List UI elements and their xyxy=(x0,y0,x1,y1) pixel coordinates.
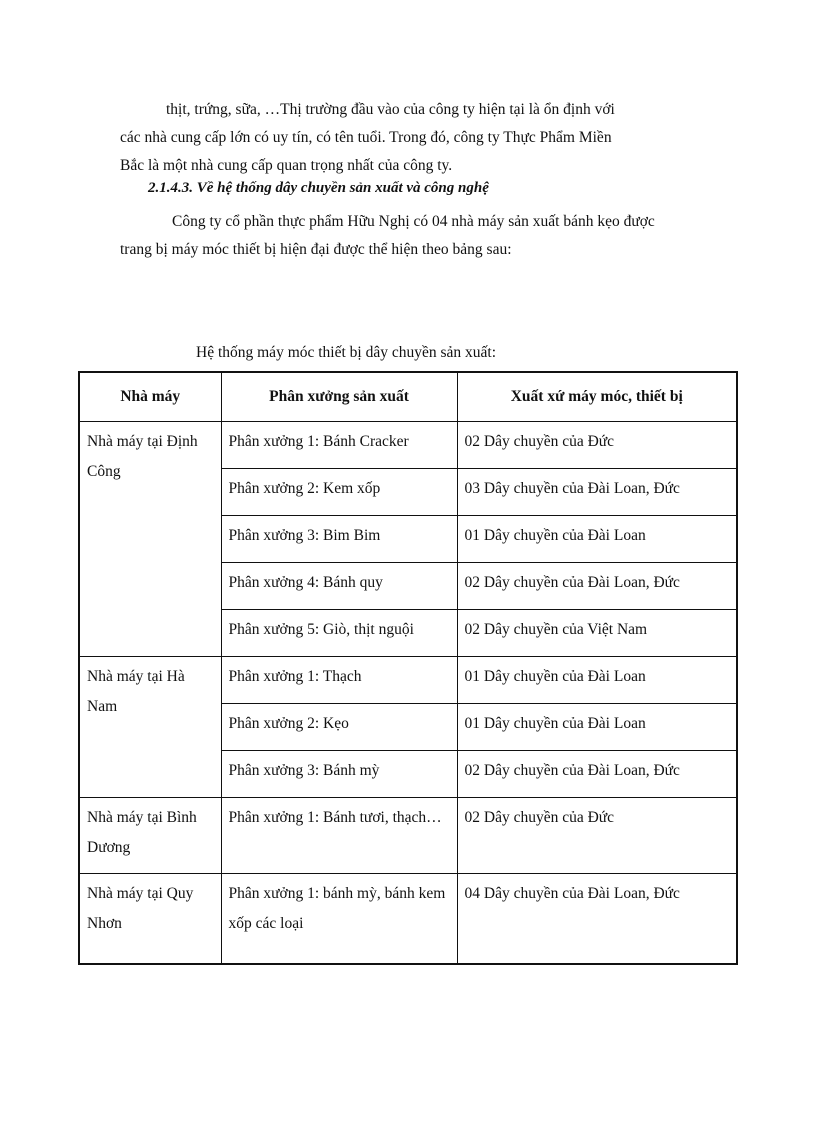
section-heading: 2.1.4.3. Về hệ thống dây chuyền sản xuất và công nghệ xyxy=(148,180,489,196)
table-row xyxy=(79,874,737,964)
workshop-cell: Phân xưởng 2: Kẹo xyxy=(221,704,457,751)
origin-cell: 01 Dây chuyền của Đài Loan xyxy=(457,657,737,704)
workshop-cell: Phân xưởng 3: Bim Bim xyxy=(221,516,457,563)
header-factory: Nhà máy xyxy=(79,372,221,422)
workshop-cell: Phân xưởng 2: Kem xốp xyxy=(221,469,457,516)
intro-paragraph xyxy=(120,96,700,180)
origin-cell: 02 Dây chuyền của Đài Loan, Đức xyxy=(457,563,737,610)
origin-cell: 01 Dây chuyền của Đài Loan xyxy=(457,704,737,751)
origin-cell: 02 Dây chuyền của Đức xyxy=(457,798,737,874)
table-row xyxy=(79,798,737,874)
header-origin: Xuất xứ máy móc, thiết bị xyxy=(457,372,737,422)
factory-cell: Nhà máy tại Định Công xyxy=(79,422,221,657)
workshop-cell: Phân xưởng 3: Bánh mỳ xyxy=(221,751,457,798)
factory-cell: Nhà máy tại Hà Nam xyxy=(79,657,221,798)
origin-cell: 02 Dây chuyền của Đức xyxy=(457,422,737,469)
origin-cell: 04 Dây chuyền của Đài Loan, Đức xyxy=(457,874,737,964)
origin-cell: 03 Dây chuyền của Đài Loan, Đức xyxy=(457,469,737,516)
origin-cell: 02 Dây chuyền của Đài Loan, Đức xyxy=(457,751,737,798)
workshop-cell: Phân xưởng 1: Thạch xyxy=(221,657,457,704)
body-paragraph xyxy=(120,208,700,264)
equipment-table xyxy=(78,371,738,965)
workshop-cell: Phân xưởng 1: Bánh Cracker xyxy=(221,422,457,469)
workshop-cell: Phân xưởng 1: bánh mỳ, bánh kem xốp các loại xyxy=(221,874,457,964)
factory-cell: Nhà máy tại Quy Nhơn xyxy=(79,874,221,964)
workshop-cell: Phân xưởng 1: Bánh tươi, thạch… xyxy=(221,798,457,874)
workshop-cell: Phân xưởng 5: Giò, thịt nguội xyxy=(221,610,457,657)
workshop-cell: Phân xưởng 4: Bánh quy xyxy=(221,563,457,610)
body-line: trang bị máy móc thiết bị hiện đại được thể hiện theo bảng sau: xyxy=(120,241,512,258)
intro-line: Bắc là một nhà cung cấp quan trọng nhất của công ty. xyxy=(120,157,453,174)
origin-cell: 01 Dây chuyền của Đài Loan xyxy=(457,516,737,563)
table-caption: Hệ thống máy móc thiết bị dây chuyền sản xuất: xyxy=(196,344,497,361)
table-row xyxy=(79,422,737,469)
table-row xyxy=(79,657,737,704)
body-line: Công ty cổ phần thực phẩm Hữu Nghị có 04 nhà máy sản xuất bánh kẹo được xyxy=(172,213,655,230)
intro-line: thịt, trứng, sữa, …Thị trường đầu vào của công ty hiện tại là ổn định với xyxy=(166,101,615,118)
header-workshop: Phân xưởng sản xuất xyxy=(221,372,457,422)
intro-line: các nhà cung cấp lớn có uy tín, có tên tuổi. Trong đó, công ty Thực Phẩm Miền xyxy=(120,129,612,146)
table-header-row xyxy=(79,372,737,422)
origin-cell: 02 Dây chuyền của Việt Nam xyxy=(457,610,737,657)
factory-cell: Nhà máy tại Bình Dương xyxy=(79,798,221,874)
